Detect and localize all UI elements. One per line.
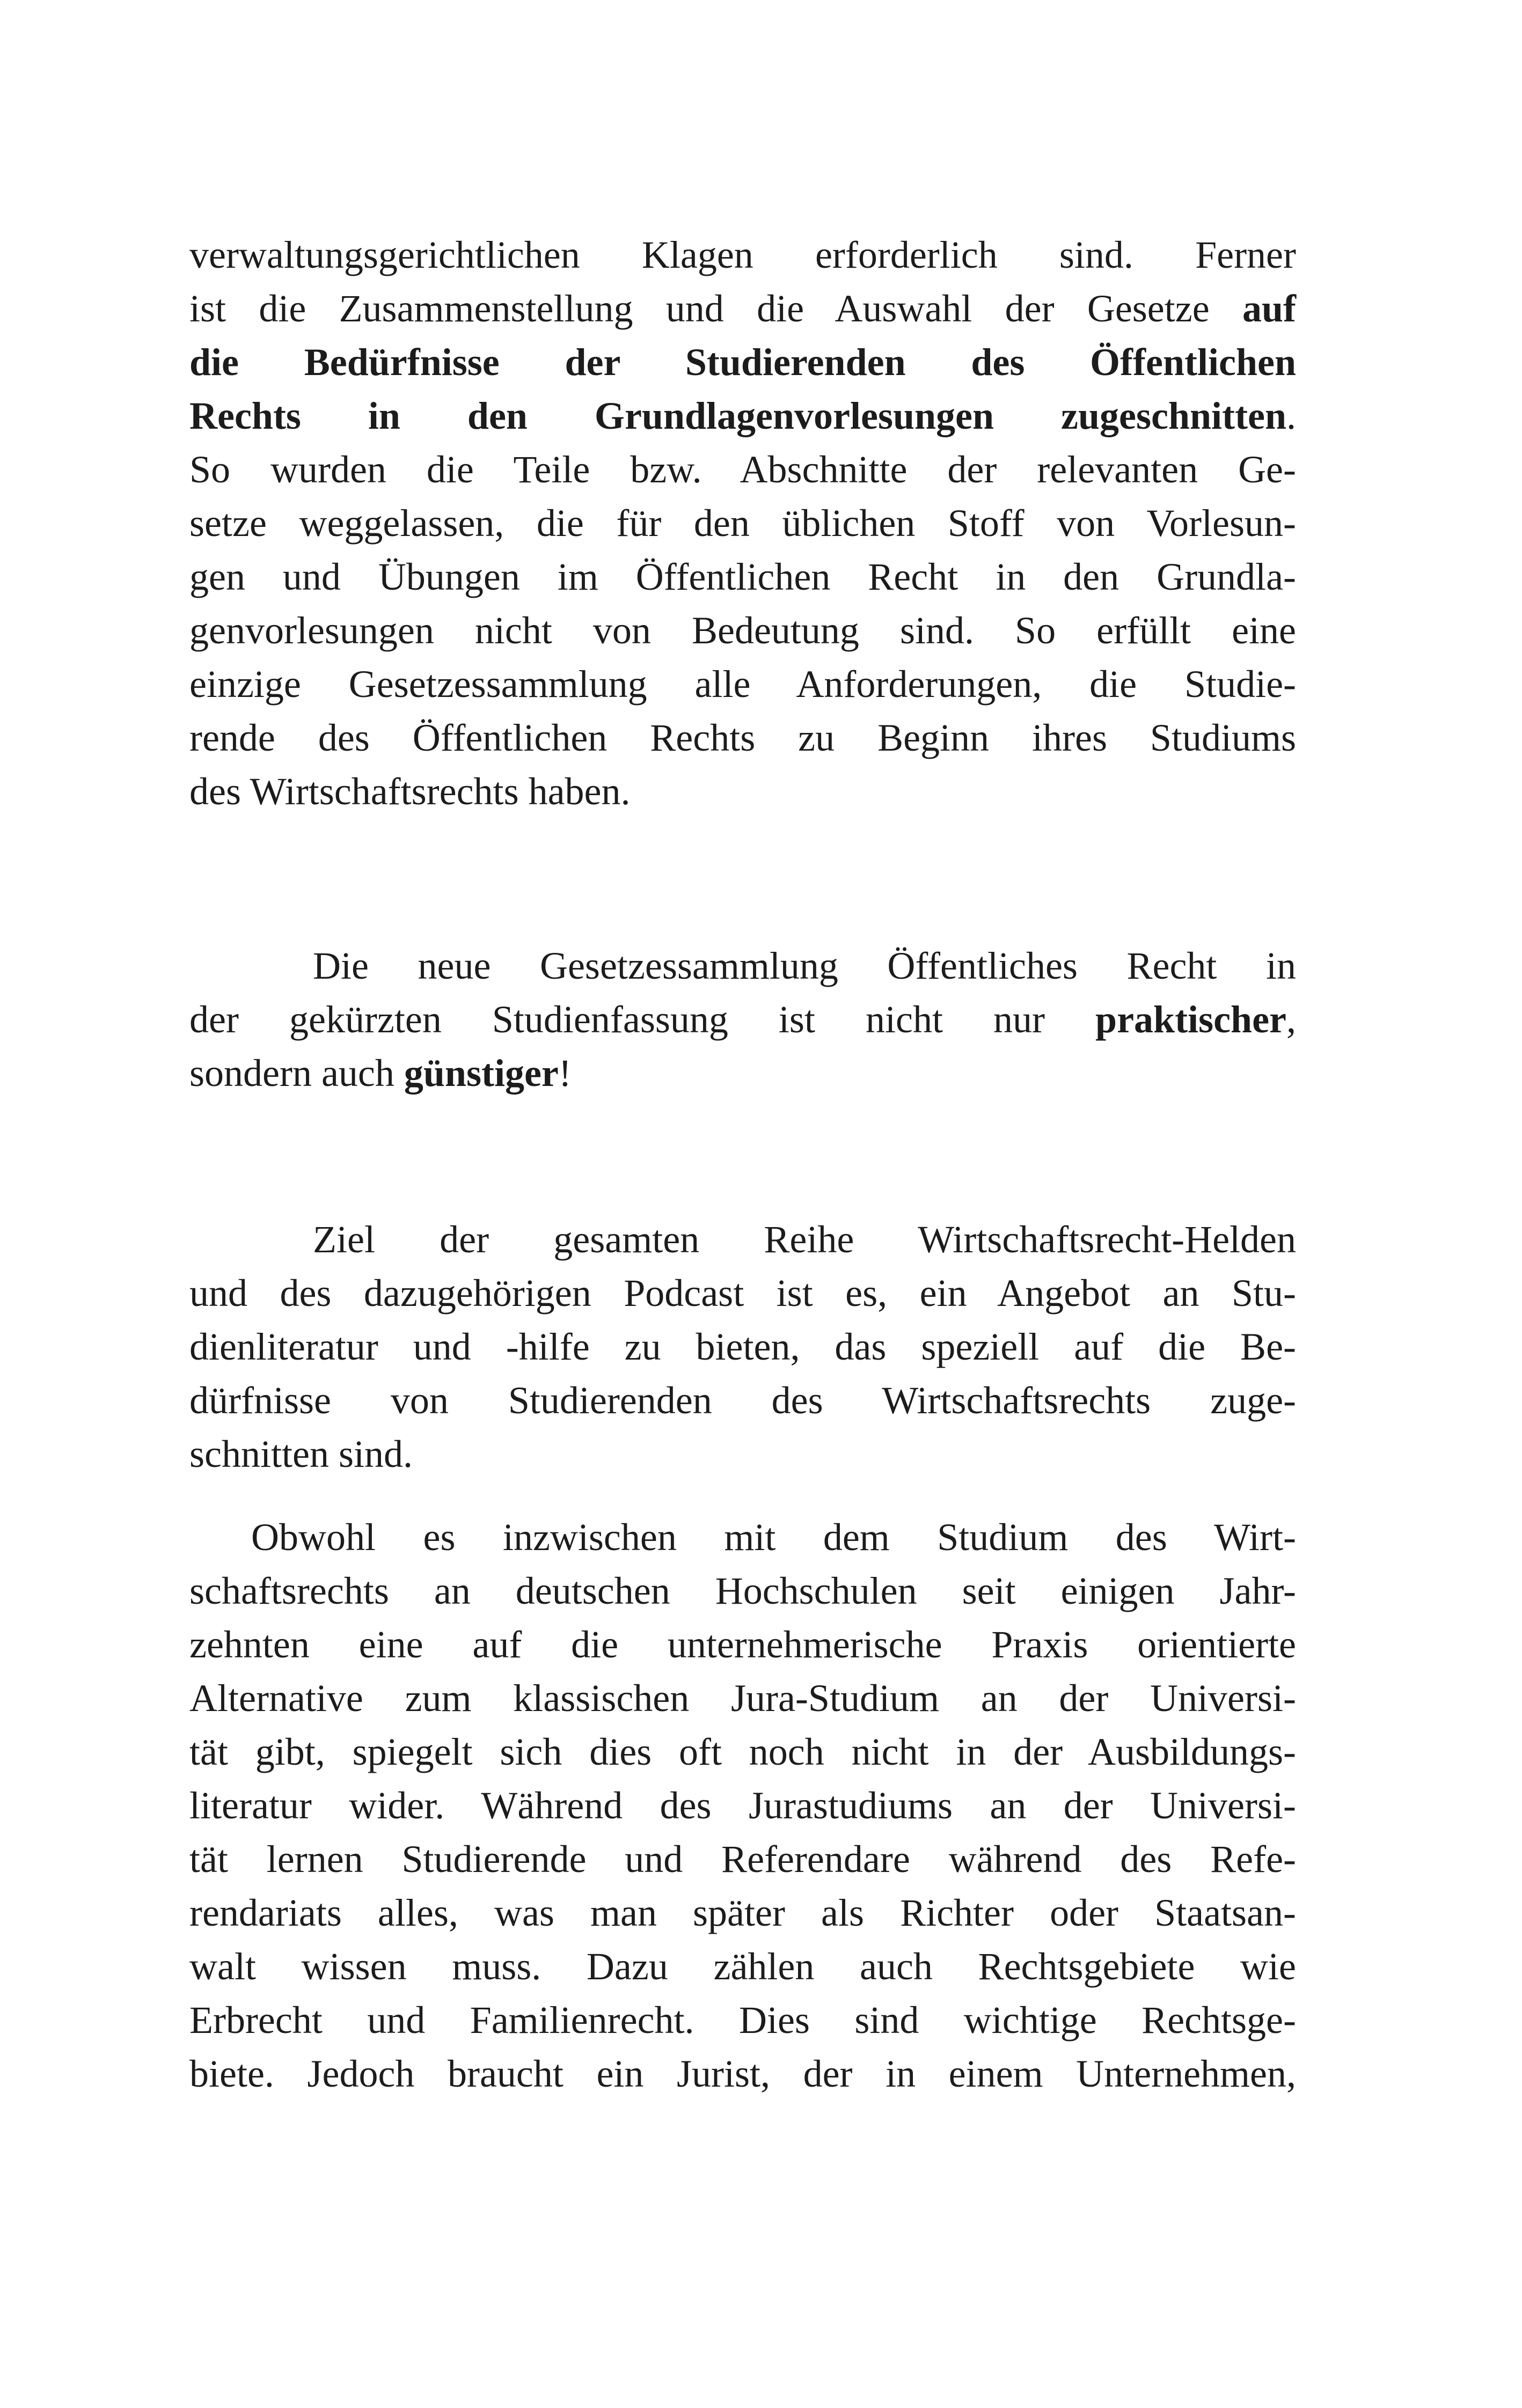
text-line: tät lernen Studierende und Referendare während des Refe- bbox=[189, 1838, 1296, 1881]
text-line: biete. Jedoch braucht ein Jurist, der in einem Unternehmen, bbox=[189, 2052, 1296, 2095]
text-line: genvorlesungen nicht von Bedeutung sind. So erfüllt eine bbox=[189, 609, 1296, 652]
text-line bbox=[189, 335, 1296, 389]
text-line: schnitten sind. bbox=[189, 1433, 413, 1475]
text-line: dürfnisse von Studierenden des Wirtschaftsrechts zuge- bbox=[189, 1379, 1296, 1422]
text-line: Die neue Gesetzessammlung Öffentliches Recht in bbox=[313, 944, 1296, 987]
text-line: tät gibt, spiegelt sich dies oft noch nicht in der Ausbildungs- bbox=[189, 1730, 1296, 1773]
text-line: literatur wider. Während des Jurastudiums an der Universi- bbox=[189, 1784, 1296, 1827]
text-line: gen und Übungen im Öffentlichen Recht in den Grundla- bbox=[189, 555, 1296, 598]
text-line: walt wissen muss. Dazu zählen auch Rechtsgebiete wie bbox=[189, 1945, 1296, 1988]
text-line: rende des Öffentlichen Rechts zu Beginn ihres Studiums bbox=[189, 716, 1296, 759]
text-line: Alternative zum klassischen Jura-Studium an der Universi- bbox=[189, 1677, 1296, 1720]
text-line: zehnten eine auf die unternehmerische Praxis orientierte bbox=[189, 1623, 1296, 1666]
text-line: rendariats alles, was man später als Richter oder Staatsan- bbox=[189, 1891, 1296, 1934]
bold-phrase: auf bbox=[1242, 287, 1296, 330]
text-line: Ziel der gesamten Reihe Wirtschaftsrecht-Helden bbox=[313, 1218, 1296, 1261]
text-line: des Wirtschaftsrechts haben. bbox=[189, 770, 631, 813]
bold-phrase: die Bedürfnisse der Studierenden des Öffentlichen bbox=[189, 341, 1296, 384]
text-line: verwaltungsgerichtlichen Klagen erforderlich sind. Ferner bbox=[189, 233, 1296, 276]
text-line: und des dazugehörigen Podcast ist es, ein Angebot an Stu- bbox=[189, 1272, 1296, 1315]
text-line: dienliteratur und -hilfe zu bieten, das speziell auf die Be- bbox=[189, 1325, 1296, 1368]
text-line: schaftsrechts an deutschen Hochschulen seit einigen Jahr- bbox=[189, 1569, 1296, 1612]
text-line: So wurden die Teile bzw. Abschnitte der relevanten Ge- bbox=[189, 448, 1296, 491]
text-line: sondern auch günstiger! bbox=[189, 1052, 572, 1095]
bold-phrase: günstiger bbox=[404, 1052, 559, 1095]
bold-phrase: Rechts in den Grundlagenvorlesungen zugeschnitten bbox=[189, 394, 1286, 437]
text-line: Rechts in den Grundlagenvorlesungen zugeschnitten. bbox=[189, 394, 1296, 437]
text-line: einzige Gesetzessammlung alle Anforderungen, die Studie- bbox=[189, 663, 1296, 706]
text-line: Obwohl es inzwischen mit dem Studium des Wirt- bbox=[251, 1516, 1296, 1559]
bold-phrase: praktischer bbox=[1095, 998, 1286, 1041]
text-line: der gekürzten Studienfassung ist nicht nur praktischer, bbox=[189, 998, 1296, 1041]
text-line: ist die Zusammenstellung und die Auswahl der Gesetze auf bbox=[189, 287, 1296, 330]
text-line: setze weggelassen, die für den üblichen Stoff von Vorlesun- bbox=[189, 502, 1296, 545]
text-line: Erbrecht und Familienrecht. Dies sind wichtige Rechtsge- bbox=[189, 1999, 1296, 2042]
